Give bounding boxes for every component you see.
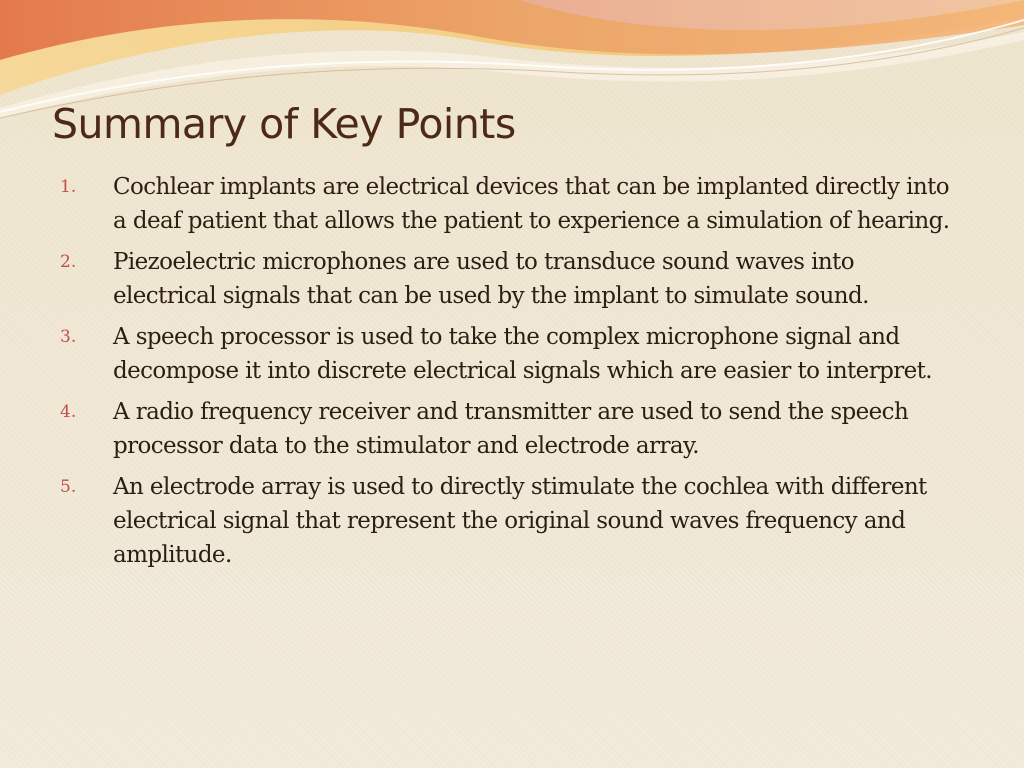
key-points-list: [60, 170, 960, 579]
list-item-text: A radio frequency receiver and transmitter are used to send the speech processor data to the stimulator and electrode array.: [113, 399, 909, 459]
slide-title: Summary of Key Points: [52, 100, 516, 148]
list-number: 5.: [60, 477, 77, 497]
list-number: 4.: [60, 402, 77, 422]
list-item: [60, 470, 960, 572]
list-item: [60, 170, 960, 238]
list-item: [60, 395, 960, 463]
list-item: [60, 245, 960, 313]
list-number: 1.: [60, 177, 77, 197]
list-item-text: An electrode array is used to directly stimulate the cochlea with different electrical signal that represent the original sound waves frequency and amplitude.: [113, 474, 927, 568]
list-item-text: Piezoelectric microphones are used to transduce sound waves into electrical signals that can be used by the implant to simulate sound.: [113, 249, 869, 309]
list-item-text: A speech processor is used to take the complex microphone signal and decompose it into discrete electrical signals which are easier to interpret.: [113, 324, 932, 384]
list-number: 3.: [60, 327, 77, 347]
list-number: 2.: [60, 252, 77, 272]
list-item-text: Cochlear implants are electrical devices that can be implanted directly into a deaf patient that allows the patient to experience a simulation of hearing.: [113, 174, 950, 234]
list-item: [60, 320, 960, 388]
